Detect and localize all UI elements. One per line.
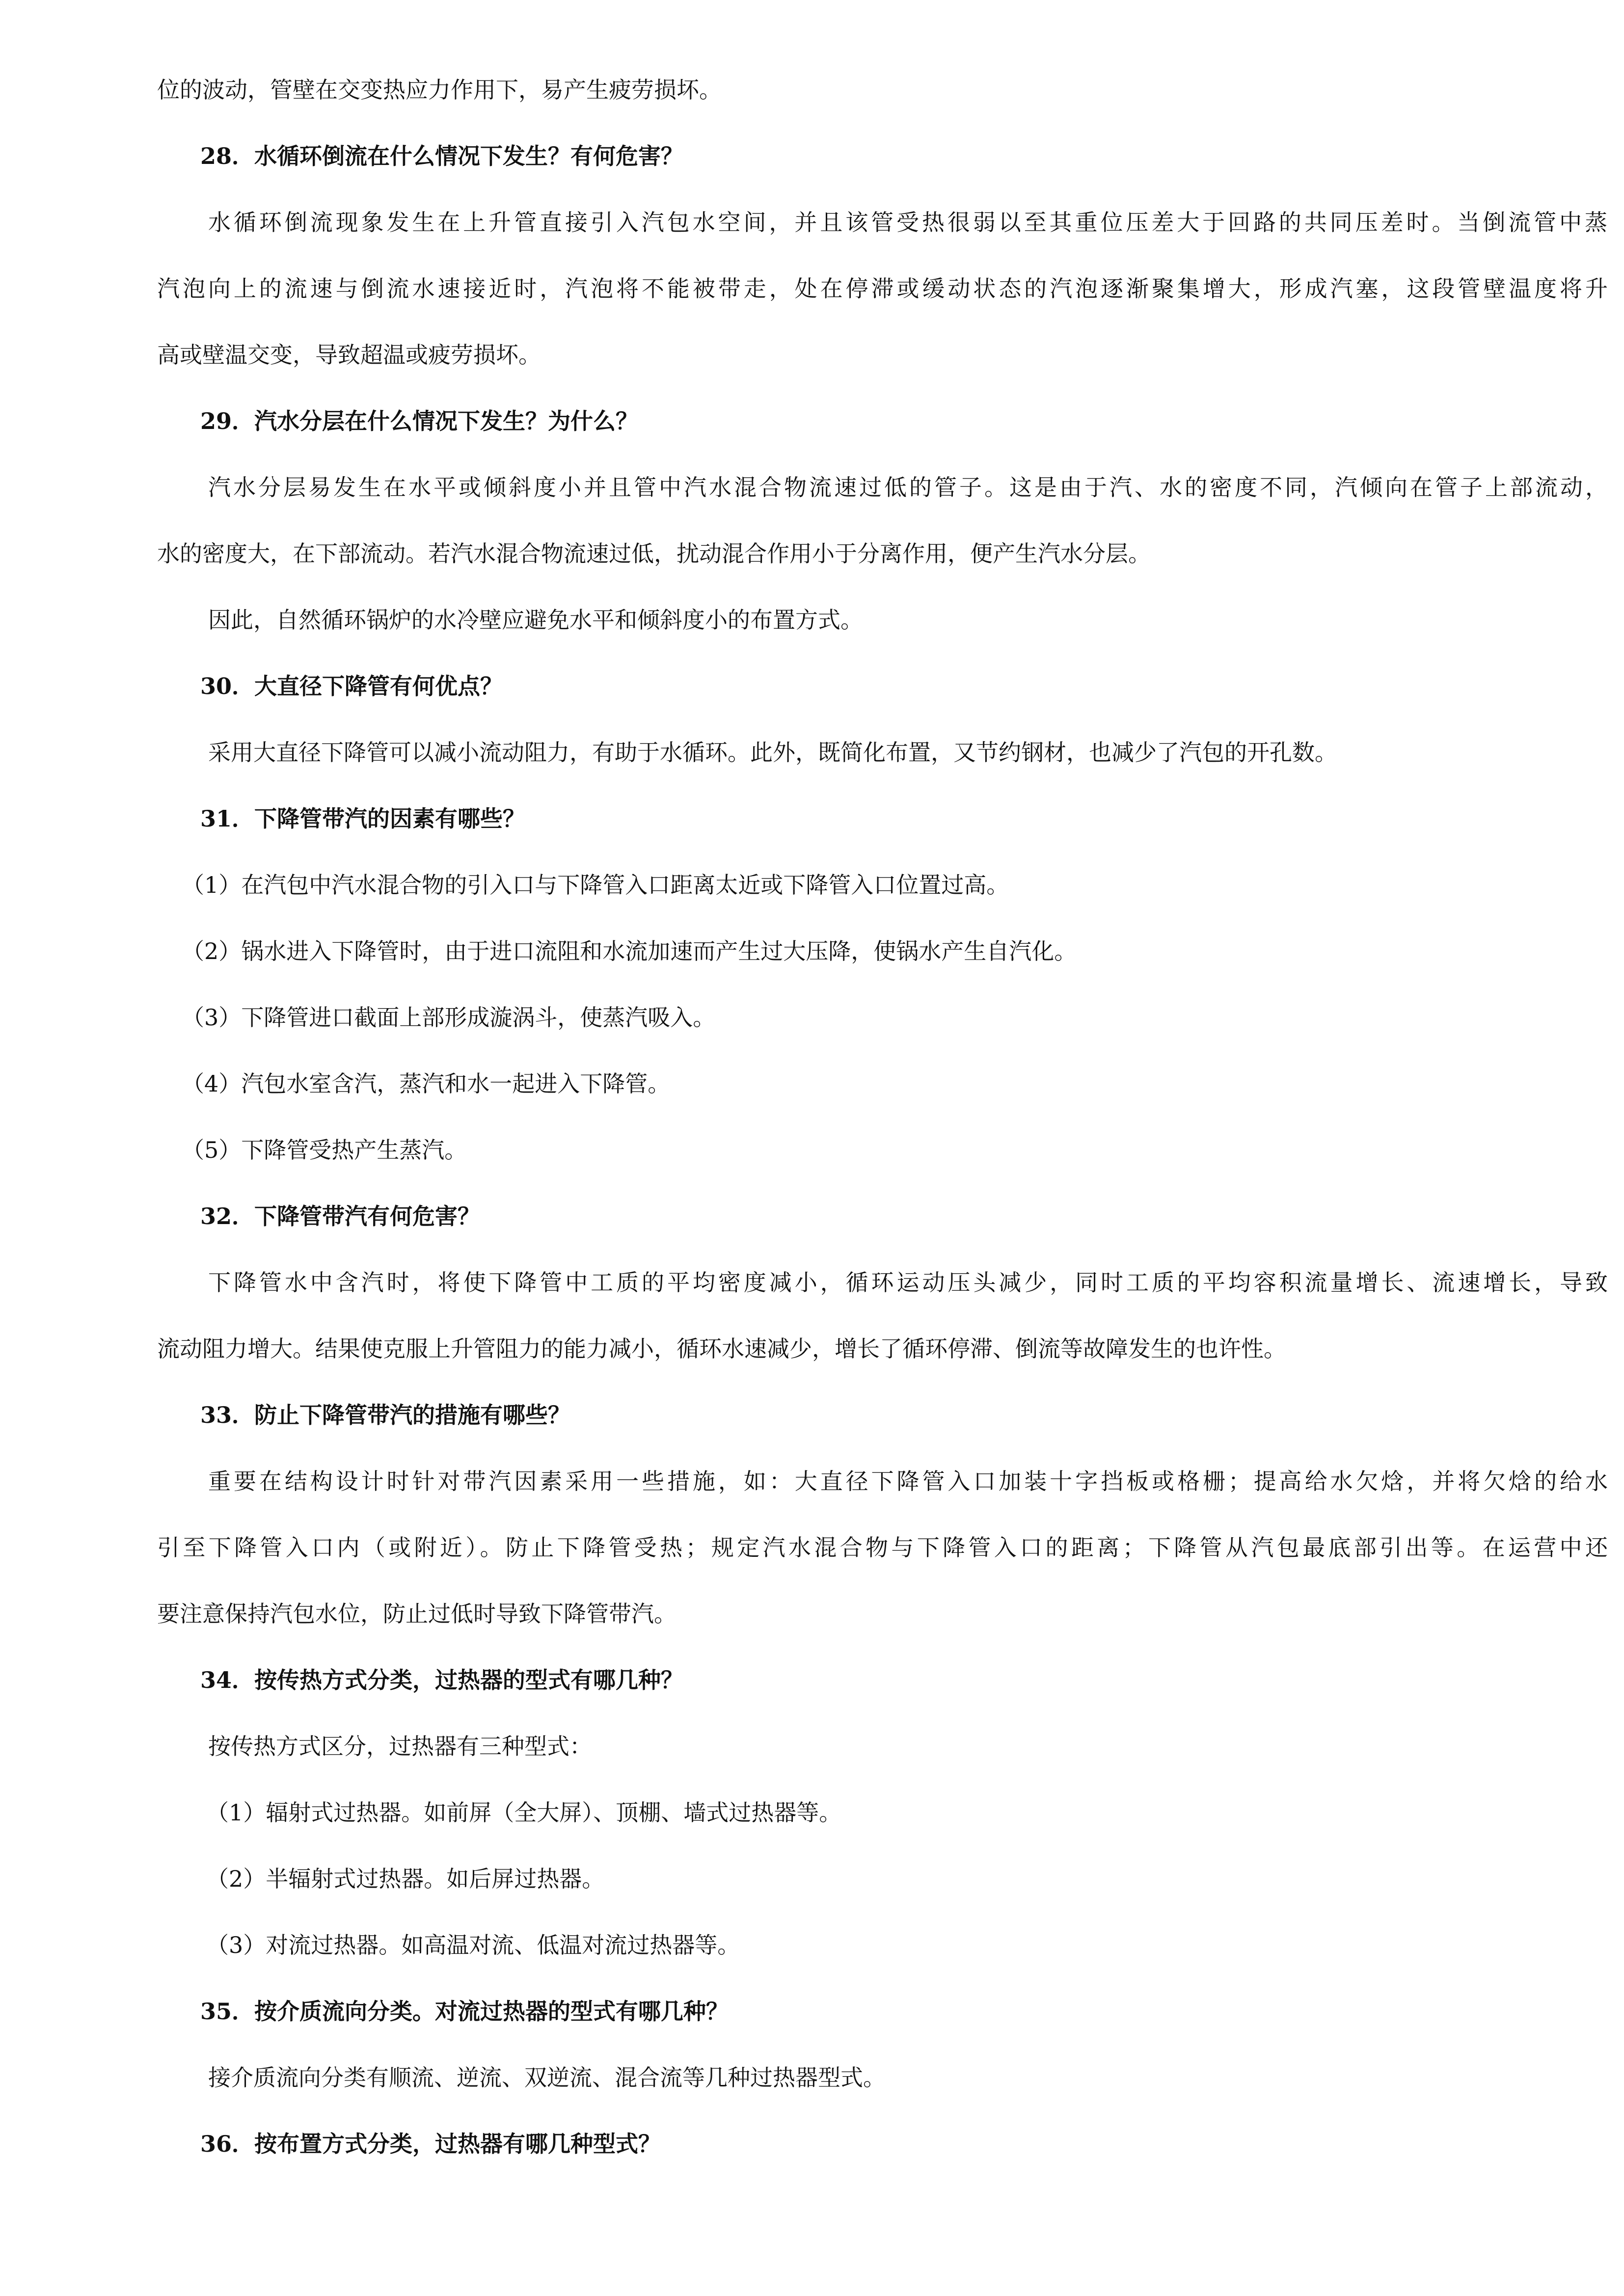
answer-31-item: （5）下降管受热产生蒸汽。	[182, 1137, 467, 1163]
answer-31-item: （2）锅水进入下降管时，由于进口流阻和水流加速而产生过大压降，使锅水产生自汽化。	[182, 938, 1077, 964]
paragraph-line: 位的波动，管壁在交变热应力作用下，易产生疲劳损坏。	[157, 77, 722, 103]
question-35-heading: 35．按介质流向分类。对流过热器的型式有哪几种？	[200, 1998, 729, 2025]
question-29-heading: 29．汽水分层在什么情况下发生？为什么？	[200, 408, 639, 434]
answer-28-line: 汽泡向上的流速与倒流水速接近时，汽泡将不能被带走，处在停滞或缓动状态的汽泡逐渐聚集增大，形成汽塞，这段管壁温度将升	[157, 275, 1608, 302]
answer-28-line: 水循环倒流现象发生在上升管直接引入汽包水空间，并且该管受热很弱以至其重位压差大于回路的共同压差时。当倒流管中蒸	[208, 209, 1607, 236]
answer-34-item: （1）辐射式过热器。如前屏（全大屏）、顶棚、墙式过热器等。	[206, 1799, 842, 1826]
answer-34-item: （3）对流过热器。如高温对流、低温对流过热器等。	[206, 1932, 740, 1958]
question-32-heading: 32．下降管带汽有何危害？	[200, 1203, 481, 1229]
answer-28-line: 高或壁温交变，导致超温或疲劳损坏。	[157, 342, 541, 368]
answer-31-item: （1）在汽包中汽水混合物的引入口与下降管入口距离太近或下降管入口位置过高。	[182, 872, 1009, 898]
answer-31-item: （3）下降管进口截面上部形成漩涡斗，使蒸汽吸入。	[182, 1004, 716, 1031]
question-31-heading: 31．下降管带汽的因素有哪些？	[200, 805, 526, 832]
answer-29-line: 水的密度大，在下部流动。若汽水混合物流速过低，扰动混合作用小于分离作用，便产生汽水分层。	[157, 540, 1151, 567]
answer-33-line: 引至下降管入口内（或附近）。防止下降管受热；规定汽水混合物与下降管入口的距离；下降管从汽包最底部引出等。在运营中还	[157, 1534, 1608, 1561]
answer-33-line: 要注意保持汽包水位，防止过低时导致下降管带汽。	[157, 1601, 677, 1627]
question-30-heading: 30．大直径下降管有何优点？	[200, 673, 503, 699]
answer-30-line: 采用大直径下降管可以减小流动阻力，有助于水循环。此外，既简化布置，又节约钢材，也减少了汽包的开孔数。	[208, 739, 1337, 766]
answer-32-line: 下降管水中含汽时，将使下降管中工质的平均密度减小，循环运动压头减少，同时工质的平均容积流量增长、流速增长，导致	[208, 1269, 1608, 1296]
answer-34-item: （2）半辐射式过热器。如后屏过热器。	[206, 1866, 605, 1892]
answer-32-line: 流动阻力增大。结果使克服上升管阻力的能力减小，循环水速减少，增长了循环停滞、倒流等故障发生的也许性。	[157, 1335, 1286, 1362]
question-34-heading: 34．按传热方式分类，过热器的型式有哪几种？	[200, 1667, 684, 1693]
answer-29-line: 汽水分层易发生在水平或倾斜度小并且管中汽水混合物流速过低的管子。这是由于汽、水的密度不同，汽倾向在管子上部流动，	[208, 474, 1608, 501]
question-33-heading: 33．防止下降管带汽的措施有哪些？	[200, 1402, 571, 1428]
answer-33-line: 重要在结构设计时针对带汽因素采用一些措施，如：大直径下降管入口加装十字挡板或格栅；提高给水欠焓，并将欠焓的给水	[208, 1468, 1608, 1495]
question-36-heading: 36．按布置方式分类，过热器有哪几种型式？	[200, 2131, 661, 2157]
answer-29-line: 因此，自然循环锅炉的水冷壁应避免水平和倾斜度小的布置方式。	[208, 607, 863, 633]
answer-31-item: （4）汽包水室含汽，蒸汽和水一起进入下降管。	[182, 1070, 671, 1097]
question-28-heading: 28．水循环倒流在什么情况下发生？有何危害？	[200, 143, 684, 169]
answer-35-line: 接介质流向分类有顺流、逆流、双逆流、混合流等几种过热器型式。	[208, 2064, 886, 2091]
answer-34-line: 按传热方式区分，过热器有三种型式：	[208, 1733, 592, 1760]
